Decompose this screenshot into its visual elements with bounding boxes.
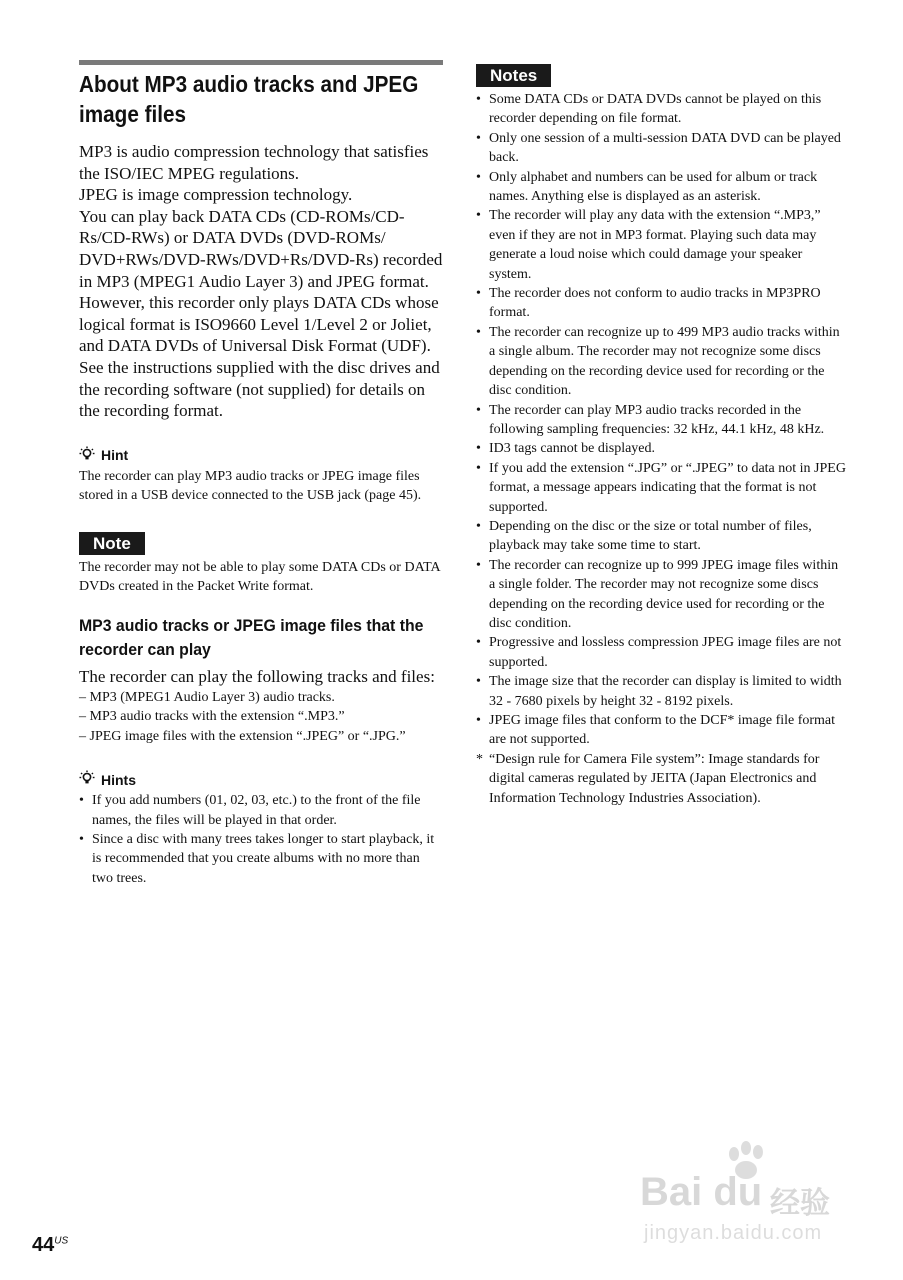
list-item: • The recorder will play any data with the extension “.MP3,” even if they are not in MP3 format. Playing such data may generate a loud noise which could damage your speaker system. — [476, 208, 821, 282]
hints-label: Hints — [101, 771, 136, 788]
hint-text: The recorder can play MP3 audio tracks or JPEG image files stored in a USB device connected to the USB jack (page 45). — [79, 468, 422, 504]
list-item: • Some DATA CDs or DATA DVDs cannot be played on this recorder depending on file format. — [476, 92, 822, 127]
footnote-mark: * — [476, 751, 483, 767]
bullet: • — [476, 324, 481, 340]
intro-paragraph-3: You can play back DATA CDs (CD-ROMs/CD-Rs/CD-RWs) or DATA DVDs (DVD-ROMs/ DVD+RWs/DVD-RWs/DVD+Rs/DVD-Rs) recorded in MP3 (MPEG1 Audio Layer 3) and JPEG format. — [79, 206, 443, 291]
list-item: • Since a disc with many trees takes longer to start playback, it is recommended that you create albums with no more than two trees. — [79, 831, 435, 886]
bullet: • — [476, 286, 481, 302]
right-column — [476, 64, 846, 808]
bullet: • — [476, 208, 481, 224]
bullet: • — [476, 169, 481, 185]
watermark-brand: Bai du — [640, 1170, 763, 1214]
intro-paragraph-1: MP3 is audio compression technology that satisfies the ISO/IEC MPEG regulations. — [79, 142, 429, 183]
watermark-url: jingyan.baidu.com — [644, 1222, 823, 1244]
bullet: • — [476, 557, 481, 573]
note-text: The recorder may not be able to play some DATA CDs or DATA DVDs created in the Packet Write format. — [79, 559, 440, 594]
subsection-title: MP3 audio tracks or JPEG image files that the recorder can play — [79, 616, 424, 660]
bullet: • — [476, 92, 481, 107]
intro-paragraph-5: See the instructions supplied with the disc drives and the recording software (not supplied) for details on the recording format. — [79, 357, 440, 421]
format-item-1: – MP3 (MPEG1 Audio Layer 3) audio tracks. — [79, 689, 335, 705]
bullet: • — [476, 635, 481, 651]
hint-heading — [79, 446, 443, 465]
hints-heading — [79, 770, 443, 789]
bullet: • — [476, 674, 481, 690]
footnote — [476, 750, 846, 808]
footnote-text: “Design rule for Camera File system”: Image standards for digital cameras regulated by JEITA (Japan Electronics and Information Technology Industries Association). — [489, 751, 820, 806]
note-tag: Note — [79, 532, 145, 555]
bullet: • — [476, 402, 481, 418]
lightbulb-icon — [79, 446, 95, 465]
hint-label: Hint — [101, 447, 129, 464]
page-region: US — [54, 1235, 69, 1247]
subsection-lead: The recorder can play the following tracks and files: — [79, 667, 435, 687]
list-item: • The recorder does not conform to audio tracks in MP3PRO format. — [476, 286, 821, 321]
intro-paragraph-2: JPEG is image compression technology. — [79, 185, 353, 205]
bullet: • — [79, 793, 84, 809]
intro-paragraph-4: However, this recorder only plays DATA CDs whose logical format is ISO9660 Level 1/Level 2 or Joliet, and DATA DVDs of Universal Disk Format (UDF). — [79, 293, 439, 356]
list-item: • If you add the extension “.JPG” or “.JPEG” to data not in JPEG format, a message appears indicating that the format is not supported. — [476, 460, 846, 515]
list-item: • ID3 tags cannot be displayed. — [476, 439, 846, 458]
list-item: • The recorder can recognize up to 499 MP3 audio tracks within a single album. The recorder may not recognize some discs depending on the recording device used for recording or the disc condition. — [476, 324, 840, 399]
list-item: • JPEG image files that conform to the DCF* image file format are not supported. — [476, 713, 836, 748]
hints-list — [79, 791, 443, 888]
left-column — [79, 60, 443, 888]
format-item-2: – MP3 audio tracks with the extension “.MP3.” — [79, 709, 345, 725]
bullet: • — [476, 518, 481, 534]
list-item: • Only alphabet and numbers can be used for album or track names. Anything else is displayed as an asterisk. — [476, 169, 818, 205]
lightbulb-icon — [79, 770, 95, 789]
watermark-cn: 经验 — [770, 1186, 830, 1221]
title-rule — [79, 60, 443, 65]
list-item: • Progressive and lossless compression JPEG image files are not supported. — [476, 635, 842, 670]
bullet: • — [476, 713, 481, 728]
format-item-3: – JPEG image files with the extension “.JPEG” or “.JPG.” — [79, 728, 406, 744]
bullet: • — [476, 441, 481, 457]
notes-list — [476, 90, 846, 750]
list-item: • The image size that the recorder can display is limited to width 32 - 7680 pixels by height 32 - 8192 pixels. — [476, 674, 842, 709]
bullet: • — [476, 130, 481, 146]
list-item: • If you add numbers (01, 02, 03, etc.) to the front of the file names, the files will be played in that order. — [79, 793, 421, 828]
list-item: • The recorder can play MP3 audio tracks recorded in the following sampling frequencies: 32 kHz, 44.1 kHz, 48 kHz. — [476, 402, 825, 437]
notes-tag: Notes — [476, 64, 551, 87]
list-item: • Depending on the disc or the size or total number of files, playback may take some time to start. — [476, 518, 812, 554]
bullet: • — [79, 831, 84, 847]
page-number: $44^{US}$ — [32, 1234, 69, 1256]
list-item: • Only one session of a multi-session DATA DVD can be played back. — [476, 130, 841, 166]
list-item: • The recorder can recognize up to 999 JPEG image files within a single folder. The recorder may not recognize some discs depending on the recording device used for recording or the disc condition. — [476, 557, 839, 631]
section-title: About MP3 audio tracks and JPEG image files — [79, 71, 419, 127]
bullet: • — [476, 460, 481, 476]
watermark — [640, 1140, 860, 1250]
